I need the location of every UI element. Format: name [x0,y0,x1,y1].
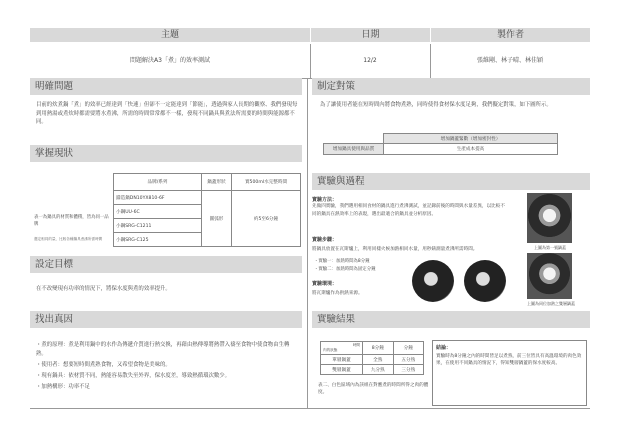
experiment-step-1: ・實驗一：加熱時間為8分鐘 [314,259,370,264]
center-divider [307,78,308,408]
countermeasure-text: 為了讓使用者能在短時間內將食物煮熟，同時使得食材保水度足夠，我們擬定對策，如下圖所示。 [320,102,552,108]
experiment-step-2: ・實驗二：加熱時間為固定分鐘 [314,267,376,272]
results-row-label-1: 單層鍋蓋 [321,355,363,365]
cause-bullet-2: ・使用者：想要短時間煮熟食物，又希望食物是美味的。 [36,362,171,368]
table-pots-brand-4: 小鋼SRG-C125 [114,233,202,247]
countermeasure-row-value: 生產成本提高 [384,144,558,155]
table-pots-header-brand: 品牌/系列 [114,174,202,191]
table-pots-header-time: 實500ml水完整時間 [232,174,301,191]
countermeasure-row-label: 增加鍋具使用與品質 [324,144,384,155]
header-date-label: 日期 [310,28,430,42]
theme-value: 問題解決A3「煮」的效率測試 [130,57,210,64]
table-countermeasure [323,133,558,155]
header-theme-label: 主題 [30,28,310,42]
experiment-steps-title: 實驗步驟： [312,237,338,243]
pot-photo-1 [527,193,572,243]
section-title-problem: 明確問題 [30,78,302,95]
results-col-8min: 8分鐘 [363,342,394,355]
table-pots-brand-3: 小鋼SRG-C1211 [114,219,202,233]
experiment-env-title: 實驗環境： [312,281,338,287]
table-pots-brand-1: 鑄造鍋DN10YX810-6F [114,191,202,205]
results-col-min: 分鐘 [393,342,424,355]
results-corner-top: 時間 [352,343,360,347]
pot-photo-circle-1 [412,260,454,302]
conclusion-title: 結論： [436,345,452,351]
results-row-label-2: 雙層鍋蓋 [321,365,363,375]
goal-text: 在不改變現有功率的情況下，將保水度與煮的效率提升。 [36,286,171,292]
results-corner [321,342,363,355]
pot-photo-2 [527,253,572,299]
results-corner-bottom: 肉的狀態 [323,348,338,352]
section-title-cause: 找出真因 [30,311,302,328]
section-title-experiment: 實驗與過程 [312,173,590,190]
section-title-goal: 設定目標 [30,256,302,273]
table-pots-shape: 圓弧形 [202,191,232,247]
table-pots-header-shape: 鍋蓋形狀 [202,174,232,191]
cause-bullet-1: ・煮的原理：煮是利用鍋中的水作為傳遞介質進行熱交換，再藉由熱傳導將熱帶入禱至食物中使食物由生轉熟。 [36,342,290,357]
results-caption: 表二、白色區域內為該組在對應煮的時間所得之肉的體度。 [318,383,429,396]
results-row-1-c2: 五分熟 [393,355,424,365]
experiment-env-text: 將瓦斯爐作為供熱來源。 [312,291,363,296]
results-row-2-c2: 三分熟 [393,365,424,375]
experiment-steps-text: 將鍋具放置在瓦斯爐上，利用同樣火候加熱相同水量，用秒錶測量煮沸所需時間。 [312,247,478,252]
experiment-method-text: 先做四實驗，我們選用相同食材的鍋具進行煮沸測試，並記錄前後的時間與水量差異，以比較不同的鍋具在熱效率上的表現，選出最適合的鍋具並分析原因。 [312,204,505,217]
table-pots-brand-2: 小鋼UU-6C [114,205,202,219]
results-row-1-c1: 全熟 [363,355,394,365]
conclusion-box [432,340,587,406]
author-value: 張維剛、林子晴、林佳穎 [476,57,543,64]
date-value: 12/2 [363,57,377,64]
pot-photo-2-caption: 上圖為同位加熱之雙層鍋蓋 [527,301,575,306]
bottom-border [30,408,590,409]
current-note: 表一為鍋具的材質和體積，皆為同一品牌 [34,215,109,227]
current-subnote: 選定相同的量，比較各種鍋具煮沸所需時間 [34,237,103,241]
experiment-method-title: 實驗方法： [312,197,338,203]
table-pots [113,173,301,247]
pot-photo-1-caption: 上圖為第一號鍋蓋 [534,245,566,250]
countermeasure-table-header: 增加鍋蓋緊數（增加密封性） [384,134,558,144]
results-row-2-c1: 九分熟 [363,365,394,375]
pot-photo-circle-2 [464,260,506,302]
table-pots-time: 約5至6分鐘 [232,191,301,247]
table-results [320,341,424,375]
section-title-current: 掌握現狀 [30,145,302,162]
conclusion-text: 實驗時為8分鐘之內的時間皆足以煮熟，前三位皆具有高溫環境的肉色效果，在使用不同鍋具的情況下，得知雙層鍋蓋的保水度較高。 [436,353,582,366]
header-author-label: 製作者 [430,28,590,42]
section-title-results: 實驗結果 [312,311,590,328]
section-title-countermeasure: 制定對策 [312,78,590,95]
cause-bullet-3: ・現有鍋具：依材質不同，熱能容易散失至外界，保水度差，導致熱循環次數少。 [36,373,231,379]
cause-bullet-4: ・加熱構形：功率不足 [36,384,90,390]
problem-text: 目前的炊煮鍋「煮」的效率已經達到「快速」但卻不一定能達到「節能」，透過與家人長期的觀察、我們發現每到用熱湯或煮炊時都需要將水煮沸，所需的時間常常都不一樣，發現不同鍋具與煮法所需要的時間與能源都不同。 [36,102,298,126]
